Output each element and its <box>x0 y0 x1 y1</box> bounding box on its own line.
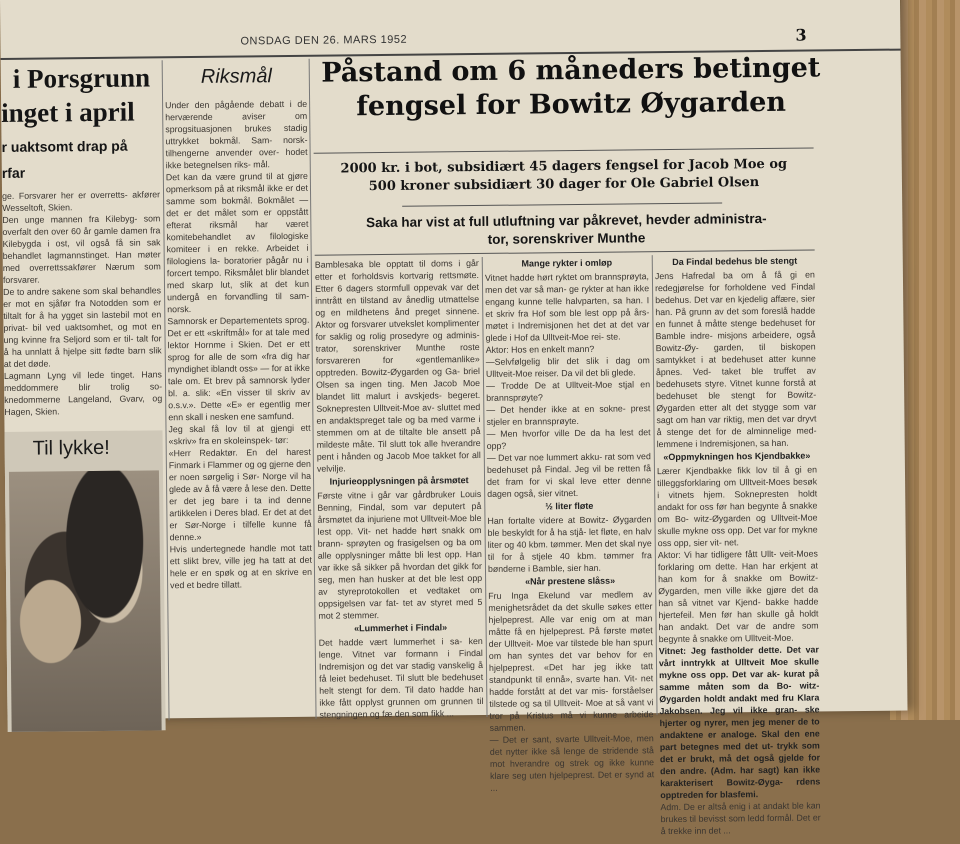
riksmal-kicker: Riksmål <box>200 65 273 88</box>
deck-rule <box>314 147 814 153</box>
riksmal-paragraph: Under den pågående debatt i de herværende aviser om sprogsituasjonen brukes stadig uttrykket bokmål. Sam- norsk-tilhengerne anvender over- hodet ikke betegnelsen riks- mål. <box>165 98 308 171</box>
article-paragraph: — Trodde De at Ulltveit-Moe stjal en brannsprøyte? <box>486 379 651 403</box>
couple-photo <box>9 470 162 732</box>
left-headline-line-2: inget i april <box>1 96 135 128</box>
article-paragraph: Vitnet: Jeg fastholder dette. Det var vårt inntrykk at Ulltveit Moe skulle mykne oss opp. Det var ak- kurat på samme måten som da Bo- witz-Øygarden holdt andakt med fru Klara Jakobsen. Jeg vil ikke gran- ske hjerter og nyrer, men jeg mener de to andaktene er analoge. Skal den ene part betegnes med det ut- trykk som det er brukt, må det også gjelde for den andre. (Adm. har sagt) kan ikke karakterisert Bowitz-Øyga- rdens opptreden for blasfemi. <box>658 644 821 801</box>
photo-block <box>5 430 166 732</box>
left-article-body <box>2 188 162 418</box>
article-column-2 <box>484 255 655 793</box>
article-paragraph: Bamblesaka ble opptatt til doms i går etter et forholdsvis kortvarig rettsmøte. Etter 6 dagers stormfull oppevak var det inntrått en tilstand av ånedlig utmattelse og en mildhetens ånd preget sinnene. Aktor og forsvarer utvekslet komplimenter for saklig og rolig prosedyre og adminis- trator, sorenskriver Munthe roste forsvareren for «gentlemanlike» opptreden. Bowitz-Øygarden og Ga- briel Olsen sa ingen ting. Men Jacob Moe blandet litt malurt i avskjeds- begeret. Soknepresten Ulltveit-Moe av- sluttet med en andaktspreget tale og ba med varme i stemmen om at de tiltalte ble ansett på mildeste måte. Til slutt tok alle hverandre pent i hånden og Jacob Moe takket for all velvilje. <box>314 258 481 474</box>
page-date: ONSDAG DEN 26. MARS 1952 <box>240 33 408 48</box>
article-paragraph: Første vitne i går var gårdbruker Louis Benning, Findal, som var deputert på årsmøtet da injuriene mot Ulltveit-Moe ble lest opp. Vit- net hadde hørt snakk om brann- sprøyten og frasigelsen og ba om alle opplysninger måtte bli lest opp. Han var ikke så sikker på hvordan det gikk for seg, men han husker at det ble lest opp av styreprotokollen et vedtaket om oppsigelsen var fat- tet av styret med 5 mot 2 stemmer. <box>317 488 483 621</box>
main-headline-line-1: Påstand om 6 måneders betinget <box>321 52 821 89</box>
article-paragraph: Fru Inga Ekelund var medlem av menighetsrådet da det skulle søkes etter hjelpeprest. Alle var enig om at man måtte få en hjelpeprest. På første møtet der Ulltveit- Moe var tilstede ble han spurt om han syntes det var behov for en hjelpeprest. «Det har jeg ikke tatt standpunkt til ennå», svarte han. Vit- net hadde forstått at det var mis- forståelser tilstede og sa til Ulltveit- Moe at så vant vi tror på Kristus må vi kunne arbeide sammen. <box>488 589 654 733</box>
deck-secondary-line-1: Saka har vist at full utluftning var påkrevet, hevder administra- <box>365 210 767 231</box>
section-subhead: Injurieopplysningen på årsmøtet <box>329 475 469 487</box>
article-paragraph: — Det hender ikke at en sokne- prest stjeler en brannsprøyte. <box>486 403 651 427</box>
article-paragraph: —Selvfølgelig blir det slik i dag om Ulltveit-Moe reiser. Da vil det bli glede. <box>485 355 650 379</box>
article-paragraph: Det hadde vært lummerhet i sa- ken lenge. Vitnet var formann i Findal Indremisjon og det var stadig vanskelig å få leiet bedehuset. Til slutt ble bedehuset helt stengt for dem. Til dato hadde han ikke fått opplyst grunnen om grunnen til stengningen og fæ den som fikk ... <box>318 635 484 720</box>
left-subhead-line-2: rfar <box>1 164 26 181</box>
section-subhead: «Når prestene slåss» <box>525 575 616 587</box>
left-paragraph: De to andre sakene som skal behandles er mot en sjåfør fra Notodden som er tiltalt for å ha ygget sin lastebil mot en privat- bil ved uaktsomhet, og mot en ung kvinne fra Seljord som er til- talt for å ha unnlatt å hjelpe sitt fødte barn slik at det døde. <box>3 285 162 369</box>
main-deck-primary <box>314 155 814 196</box>
riksmal-body <box>165 98 312 591</box>
article-paragraph: Adm. De er altså enig i at andakt ble kan brukes til bevisst som ledd formål. Det er å trekke inn det ... <box>660 800 821 837</box>
deck-rule <box>402 202 722 206</box>
page-number: 3 <box>795 25 807 45</box>
article-paragraph: Aktor: Vi har tidligere fått Ullt- veit-Moes forklaring om dette. Han har erkjent at han kom for å snakke om Bowitz-Øygarden, men ville ikke gjøre det da han så vitnet var Kjend- bakke hadde hjertefeil. Men før han skulle gå holdt han andakt. Det var de andre som begynte å snakke om Ulltveit-Moe. <box>657 548 819 645</box>
article-paragraph: Aktor: Hos en enkelt mann? <box>485 343 595 355</box>
section-subhead: «Oppmykningen hos Kjendbakke» <box>663 450 811 463</box>
main-deck-secondary <box>318 209 814 250</box>
riksmal-paragraph: «Herr Redaktør. En del harest Finmark i Flammer og og gjerne den er noen sørgelig i Sør- Norge vil ha glede av å få være å lese den. Dette er det jeg bare i ta ind denne artikkelen i Deres blad. Er det at det er Sør-Norge i tilfelle kunne få denne.» <box>168 446 312 543</box>
section-subhead: ½ liter fløte <box>545 500 594 512</box>
main-headline-line-2: fengsel for Bowitz Øygarden <box>356 86 787 123</box>
left-paragraph: Lagmann Lyng vil lede tinget. Hans meddommere blir trolig so- knedommerne Langeland, Gvarv, og Hagen, Skien. <box>3 369 163 417</box>
left-headline-line-1: i Porsgrunn <box>12 62 151 94</box>
deck-secondary-line-2: tor, sorenskriver Munthe <box>487 230 646 247</box>
left-subhead-line-1: r uaktsomt drap på <box>1 137 128 155</box>
riksmal-paragraph: Hvis undertegnede handle mot tatt ett slikt brev, ville jeg ha tatt at det hele er en spøk og at en skrive en ved et bedre tillatt. <box>169 542 313 591</box>
article-paragraph: Han fortalte videre at Bowitz- Øygarden ble beskyldt for å ha stjå- let fløte, en halv liter og 40 kbm. tømmer. Men det skal nye til for å stjele 40 kbm. tømmer fra bønderne i Bamble, sier han. <box>487 514 652 574</box>
section-subhead: «Lummerhet i Findal» <box>354 622 448 634</box>
left-paragraph: ge. Forsvarer her er overretts- akfører Wesseltoft, Skien. <box>2 189 161 213</box>
article-paragraph: — Det er sant, svarte Ulltveit-Moe, men det nytter ikke så lenge de stridende stå mot hverandre og strek og ikke kunne klare seg uten hjelpeprest. Det er synd at ... <box>489 733 655 793</box>
riksmal-paragraph: Samnorsk er Departementets sprog. Det er ett «skriftmål» for at tale med lektor Hornme i Skien. Det er ett sprog for alle de som «fra dig har myndighet iblandt oss» — for at ikke tale om. Et brev på samnorsk lyder bl. a. slik: «En visser til skriv av o.s.v.». Dette «E» er egentlig mer enn skall i nesken ene samfund. <box>167 314 311 423</box>
riksmal-column <box>165 59 314 720</box>
riksmal-paragraph: Jeg skal få lov til at gjengi ett «skriv» fra en skoleinspek- tør: <box>168 422 311 447</box>
article-paragraph: Jens Hafredal ba om å få gi en redegjørelse for forholdene ved Findal bedehus. Det var en kjedelig affære, sier han. På grunn av det som foreslå hadde en funnet å måtte stenge bedehuset for Bamble indre- misjons arbeidere, også Bowitz-Øy- garden, til biskopen samtykket i at bedehuset atter kunne åpnes. Ved- taket ble truffet av bedehusets styre. Vitnet kunne forstå at bedehuset ble stengt for Bowitz-Øygarden etter alt det stygge som var sagt om han var riktig, men det var dryvt å stenge det for de alminnelige med- lemmene i Indremisjonen, sa han. <box>654 269 817 450</box>
left-article <box>1 60 166 722</box>
article-column-3 <box>654 253 821 837</box>
article-paragraph: Vitnet hadde hørt ryktet om brannsprøyta, men det var så man- ge rykter at han ikke engang kunne telle halvparten, sa han. I et skriv fra Hof som ble lest opp på års- møtet i Indremisjonen het det at det var glede i Hof da Ulltveit-Moe rei- ste. <box>484 271 650 343</box>
article-column-1 <box>315 257 484 719</box>
section-subhead: Mange rykter i omløp <box>521 257 613 269</box>
left-paragraph: Den unge mannen fra Kilebyg- som overfalt den over 60 år gamle damen fra Kilebygda i ost, vil også få sin sak behandlet lagmannstinget. Han møter med overrettssakfører Nærum som forsvarer. <box>2 213 161 285</box>
article-paragraph: — Det var noe lummert akku- rat som ved bedehuset på Findal. Jeg vil be retten få det fram for vi skal leve etter denne dagen også, sier vitnet. <box>486 451 652 499</box>
photo-caption: Til lykke! <box>32 436 110 460</box>
deck-primary-line-2: 500 kroner subsidiært 30 dager for Ole Gabriel Olsen <box>368 175 760 195</box>
deck-primary-line-1: 2000 kr. i bot, subsidiært 45 dagers fengsel for Jacob Moe og <box>340 156 788 177</box>
main-headline <box>311 51 832 124</box>
section-subhead: Da Findal bedehus ble stengt <box>672 255 798 267</box>
article-paragraph: — Men hvorfor ville De da ha lest det opp? <box>486 427 651 451</box>
article-paragraph: Lærer Kjendbakke fikk lov til å gi en tilleggsforklaring om Ulltveit-Moes besøk i vitnets hjem. Soknepresten holdt andakt for oss før han begynte å snakke om Bo- witz-Øygarden og Ulltveit-Moe skulle mykne oss opp. Det var for mykne oss opp, sier vit- net. <box>656 464 818 549</box>
riksmal-paragraph: Det kan da være grund til at gjøre opmerksom på at riksmål ikke er det samme som bokmål. Bokmålet — det er det målet som er oppstått efterat riksmål har været komitebehandlet av filologiske komiteer i en rekke. Arbeidet i filologiens la- boratorier pågår nu i forcert tempo. Riksmålet blir blandet med skarp lut, slik at det kun undergå en forvandling til sam- norsk. <box>165 170 310 315</box>
